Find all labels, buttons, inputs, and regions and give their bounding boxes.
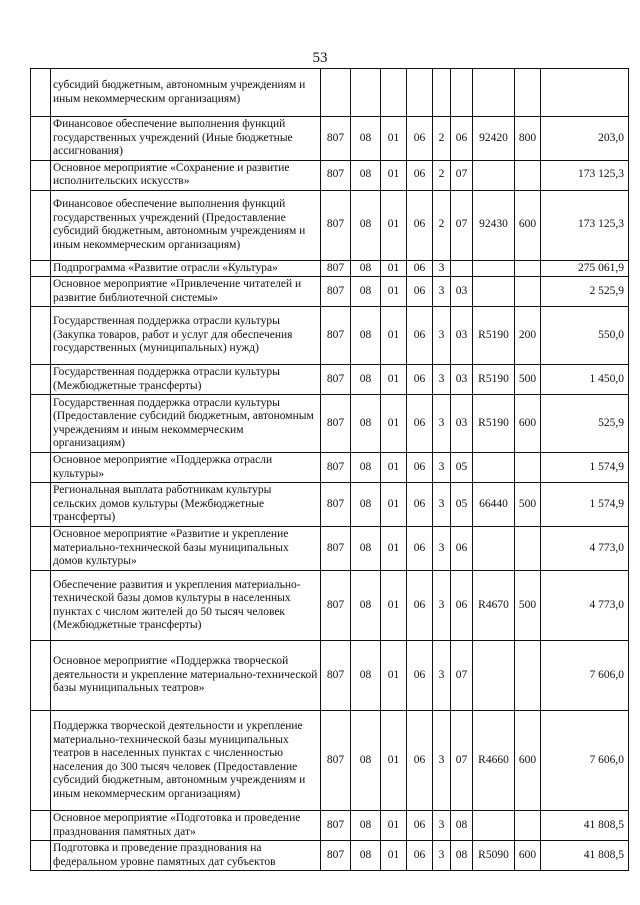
row-amount-cell: 1 574,9	[541, 483, 629, 527]
table-row	[31, 641, 629, 711]
row-margin-cell	[31, 711, 51, 811]
table-row	[31, 483, 629, 527]
row-code-cell: 06	[407, 571, 433, 641]
table-row	[31, 307, 629, 365]
row-name-cell: Финансовое обеспечение выполнения функций государственных учреждений (Иные бюджетные ассигнования)	[51, 117, 321, 161]
row-amount-cell: 7 606,0	[541, 641, 629, 711]
row-code-cell: 08	[351, 641, 381, 711]
row-code-cell: R5090	[473, 841, 515, 871]
row-code-cell: 05	[451, 453, 473, 483]
row-code-cell: 08	[351, 453, 381, 483]
row-code-cell: 3	[433, 527, 451, 571]
row-margin-cell	[31, 160, 51, 190]
row-amount-cell: 173 125,3	[541, 190, 629, 260]
row-code-cell: 06	[407, 307, 433, 365]
row-code-cell: 01	[381, 260, 407, 277]
row-code-cell: 08	[451, 841, 473, 871]
row-margin-cell	[31, 395, 51, 453]
row-code-cell: 07	[451, 641, 473, 711]
row-code-cell: 08	[351, 260, 381, 277]
row-code-cell: 01	[381, 527, 407, 571]
table-row	[31, 260, 629, 277]
row-code-cell: 3	[433, 307, 451, 365]
row-code-cell: R4670	[473, 571, 515, 641]
row-code-cell: 03	[451, 307, 473, 365]
row-code-cell	[351, 69, 381, 117]
row-code-cell: 08	[351, 160, 381, 190]
row-code-cell: 08	[351, 395, 381, 453]
row-code-cell	[515, 641, 541, 711]
row-margin-cell	[31, 841, 51, 871]
row-code-cell	[321, 69, 351, 117]
row-amount-cell: 7 606,0	[541, 711, 629, 811]
row-name-cell: Основное мероприятие «Поддержка творческой деятельности и укрепление материально-технической базы муниципальных театров»	[51, 641, 321, 711]
row-code-cell: 06	[407, 711, 433, 811]
row-margin-cell	[31, 69, 51, 117]
row-code-cell	[473, 69, 515, 117]
row-margin-cell	[31, 641, 51, 711]
row-code-cell: 08	[351, 307, 381, 365]
table-row	[31, 841, 629, 871]
row-code-cell: 06	[451, 527, 473, 571]
row-name-cell: Финансовое обеспечение выполнения функций государственных учреждений (Предоставление субсидий бюджетным, автономным учреждениям и иным некоммерческим организациям)	[51, 190, 321, 260]
row-code-cell: 01	[381, 453, 407, 483]
row-code-cell: 600	[515, 841, 541, 871]
row-code-cell: 807	[321, 160, 351, 190]
row-amount-cell: 173 125,3	[541, 160, 629, 190]
row-amount-cell: 4 773,0	[541, 527, 629, 571]
row-code-cell: 01	[381, 571, 407, 641]
row-amount-cell: 41 808,5	[541, 811, 629, 841]
row-code-cell: 01	[381, 117, 407, 161]
row-code-cell: 807	[321, 190, 351, 260]
row-code-cell: 08	[351, 811, 381, 841]
row-code-cell: 66440	[473, 483, 515, 527]
row-code-cell: 07	[451, 190, 473, 260]
row-code-cell	[381, 69, 407, 117]
row-code-cell: 01	[381, 190, 407, 260]
row-code-cell: 01	[381, 711, 407, 811]
row-margin-cell	[31, 527, 51, 571]
row-code-cell: 06	[407, 527, 433, 571]
row-code-cell: 807	[321, 453, 351, 483]
row-code-cell: 807	[321, 483, 351, 527]
row-code-cell: 06	[407, 117, 433, 161]
row-code-cell: 3	[433, 711, 451, 811]
row-code-cell: 600	[515, 190, 541, 260]
row-amount-cell: 550,0	[541, 307, 629, 365]
row-code-cell	[473, 527, 515, 571]
row-name-cell: Основное мероприятие «Привлечение читателей и развитие библиотечной системы»	[51, 277, 321, 307]
row-code-cell: 3	[433, 571, 451, 641]
row-name-cell: Основное мероприятие «Подготовка и проведение празднования памятных дат»	[51, 811, 321, 841]
row-code-cell: 2	[433, 160, 451, 190]
row-amount-cell: 2 525,9	[541, 277, 629, 307]
row-code-cell: 807	[321, 841, 351, 871]
row-code-cell: 3	[433, 453, 451, 483]
row-code-cell: 06	[407, 190, 433, 260]
row-code-cell: 807	[321, 641, 351, 711]
row-name-cell: Государственная поддержка отрасли культуры (Предоставление субсидий бюджетным, автономным учреждениям и иным некоммерческим организациям)	[51, 395, 321, 453]
table-row	[31, 711, 629, 811]
row-name-cell: субсидий бюджетным, автономным учреждениям и иным некоммерческим организациям)	[51, 69, 321, 117]
row-code-cell: 807	[321, 527, 351, 571]
row-code-cell: 01	[381, 841, 407, 871]
row-name-cell: Подготовка и проведение празднования на федеральном уровне памятных дат субъектов	[51, 841, 321, 871]
row-margin-cell	[31, 307, 51, 365]
row-code-cell: 01	[381, 483, 407, 527]
row-code-cell: 807	[321, 117, 351, 161]
row-code-cell: 08	[351, 277, 381, 307]
table-row	[31, 811, 629, 841]
row-code-cell: 08	[451, 811, 473, 841]
row-amount-cell: 203,0	[541, 117, 629, 161]
row-code-cell: 3	[433, 641, 451, 711]
row-code-cell: 03	[451, 277, 473, 307]
row-code-cell: 06	[451, 117, 473, 161]
row-code-cell	[473, 277, 515, 307]
row-code-cell: 01	[381, 811, 407, 841]
row-code-cell: 807	[321, 811, 351, 841]
row-code-cell: 08	[351, 841, 381, 871]
row-code-cell: 807	[321, 260, 351, 277]
row-code-cell: R5190	[473, 307, 515, 365]
row-code-cell: 200	[515, 307, 541, 365]
row-name-cell: Поддержка творческой деятельности и укрепление материально-технической базы муниципальных театров в населенных пунктах с численностью населения до 300 тысяч человек (Предоставление субсидий бюджетным, автономным учреждениям и иным некоммерческим организациям)	[51, 711, 321, 811]
row-code-cell: 500	[515, 483, 541, 527]
row-code-cell: 600	[515, 711, 541, 811]
row-code-cell	[451, 260, 473, 277]
row-code-cell: 06	[407, 641, 433, 711]
row-code-cell: 01	[381, 307, 407, 365]
row-margin-cell	[31, 190, 51, 260]
row-code-cell: 06	[407, 260, 433, 277]
row-code-cell	[451, 69, 473, 117]
row-code-cell: R5190	[473, 365, 515, 395]
table-row	[31, 571, 629, 641]
row-name-cell: Основное мероприятие «Поддержка отрасли культуры»	[51, 453, 321, 483]
row-code-cell: 800	[515, 117, 541, 161]
row-code-cell: 807	[321, 571, 351, 641]
row-code-cell: 3	[433, 395, 451, 453]
row-code-cell: 3	[433, 841, 451, 871]
row-code-cell: 2	[433, 117, 451, 161]
row-code-cell: 03	[451, 395, 473, 453]
table-row	[31, 69, 629, 117]
row-name-cell: Государственная поддержка отрасли культуры (Межбюджетные трансферты)	[51, 365, 321, 395]
row-code-cell: 500	[515, 365, 541, 395]
row-margin-cell	[31, 277, 51, 307]
row-code-cell: 05	[451, 483, 473, 527]
row-code-cell: 2	[433, 190, 451, 260]
row-code-cell: 600	[515, 395, 541, 453]
row-code-cell: 01	[381, 160, 407, 190]
row-code-cell	[473, 641, 515, 711]
row-code-cell	[407, 69, 433, 117]
row-code-cell: 07	[451, 711, 473, 811]
row-name-cell: Основное мероприятие «Развитие и укрепление материально-технической базы муниципальных домов культуры»	[51, 527, 321, 571]
table-row	[31, 395, 629, 453]
row-amount-cell: 1 450,0	[541, 365, 629, 395]
row-name-cell: Подпрограмма «Развитие отрасли «Культура»	[51, 260, 321, 277]
row-amount-cell	[541, 69, 629, 117]
row-code-cell: 3	[433, 277, 451, 307]
row-code-cell	[515, 527, 541, 571]
row-code-cell: 500	[515, 571, 541, 641]
row-code-cell: 92430	[473, 190, 515, 260]
row-code-cell: 3	[433, 365, 451, 395]
row-margin-cell	[31, 453, 51, 483]
row-code-cell: R5190	[473, 395, 515, 453]
row-code-cell: 807	[321, 307, 351, 365]
row-code-cell	[515, 453, 541, 483]
row-code-cell: 807	[321, 711, 351, 811]
row-code-cell: 92420	[473, 117, 515, 161]
row-code-cell: 06	[407, 395, 433, 453]
row-code-cell: 06	[407, 811, 433, 841]
row-code-cell: 06	[407, 365, 433, 395]
row-code-cell: 01	[381, 641, 407, 711]
table-row	[31, 190, 629, 260]
row-code-cell	[473, 453, 515, 483]
row-code-cell: 08	[351, 711, 381, 811]
row-margin-cell	[31, 260, 51, 277]
budget-table	[30, 68, 629, 871]
row-code-cell	[515, 260, 541, 277]
page-number: 53	[312, 50, 328, 66]
row-code-cell: 3	[433, 483, 451, 527]
row-code-cell	[473, 811, 515, 841]
row-code-cell	[433, 69, 451, 117]
table-row	[31, 277, 629, 307]
row-code-cell: 06	[407, 483, 433, 527]
row-code-cell: 08	[351, 117, 381, 161]
row-name-cell: Региональная выплата работникам культуры сельских домов культуры (Межбюджетные трансферты)	[51, 483, 321, 527]
row-name-cell: Основное мероприятие «Сохранение и развитие исполнительских искусств»	[51, 160, 321, 190]
row-code-cell	[515, 811, 541, 841]
row-code-cell: 03	[451, 365, 473, 395]
row-code-cell: 06	[407, 277, 433, 307]
row-code-cell: 06	[407, 841, 433, 871]
row-amount-cell: 275 061,9	[541, 260, 629, 277]
row-code-cell	[515, 69, 541, 117]
row-code-cell: 06	[407, 453, 433, 483]
row-code-cell: 807	[321, 395, 351, 453]
row-code-cell: 01	[381, 395, 407, 453]
row-amount-cell: 41 808,5	[541, 841, 629, 871]
row-margin-cell	[31, 117, 51, 161]
table-row	[31, 117, 629, 161]
row-code-cell: 08	[351, 527, 381, 571]
row-code-cell: 807	[321, 277, 351, 307]
row-margin-cell	[31, 571, 51, 641]
row-code-cell: 01	[381, 365, 407, 395]
row-amount-cell: 525,9	[541, 395, 629, 453]
row-margin-cell	[31, 811, 51, 841]
row-amount-cell: 4 773,0	[541, 571, 629, 641]
row-code-cell: 01	[381, 277, 407, 307]
row-code-cell: 08	[351, 190, 381, 260]
row-code-cell: 06	[451, 571, 473, 641]
row-code-cell: 807	[321, 365, 351, 395]
row-code-cell	[473, 260, 515, 277]
row-name-cell: Государственная поддержка отрасли культуры (Закупка товаров, работ и услуг для обеспечения государственных (муниципальных) нужд)	[51, 307, 321, 365]
table-row	[31, 160, 629, 190]
row-code-cell: 08	[351, 483, 381, 527]
row-code-cell: 08	[351, 365, 381, 395]
row-code-cell: R4660	[473, 711, 515, 811]
row-code-cell: 3	[433, 260, 451, 277]
row-name-cell: Обеспечение развития и укрепления материально-технической базы домов культуры в населенных пунктах с числом жителей до 50 тысяч человек (Межбюджетные трансферты)	[51, 571, 321, 641]
table-row	[31, 527, 629, 571]
row-code-cell	[515, 277, 541, 307]
row-code-cell	[473, 160, 515, 190]
row-amount-cell: 1 574,9	[541, 453, 629, 483]
table-row	[31, 365, 629, 395]
row-code-cell	[515, 160, 541, 190]
row-margin-cell	[31, 483, 51, 527]
table-row	[31, 453, 629, 483]
row-code-cell: 07	[451, 160, 473, 190]
row-code-cell: 06	[407, 160, 433, 190]
row-margin-cell	[31, 365, 51, 395]
row-code-cell: 3	[433, 811, 451, 841]
row-code-cell: 08	[351, 571, 381, 641]
